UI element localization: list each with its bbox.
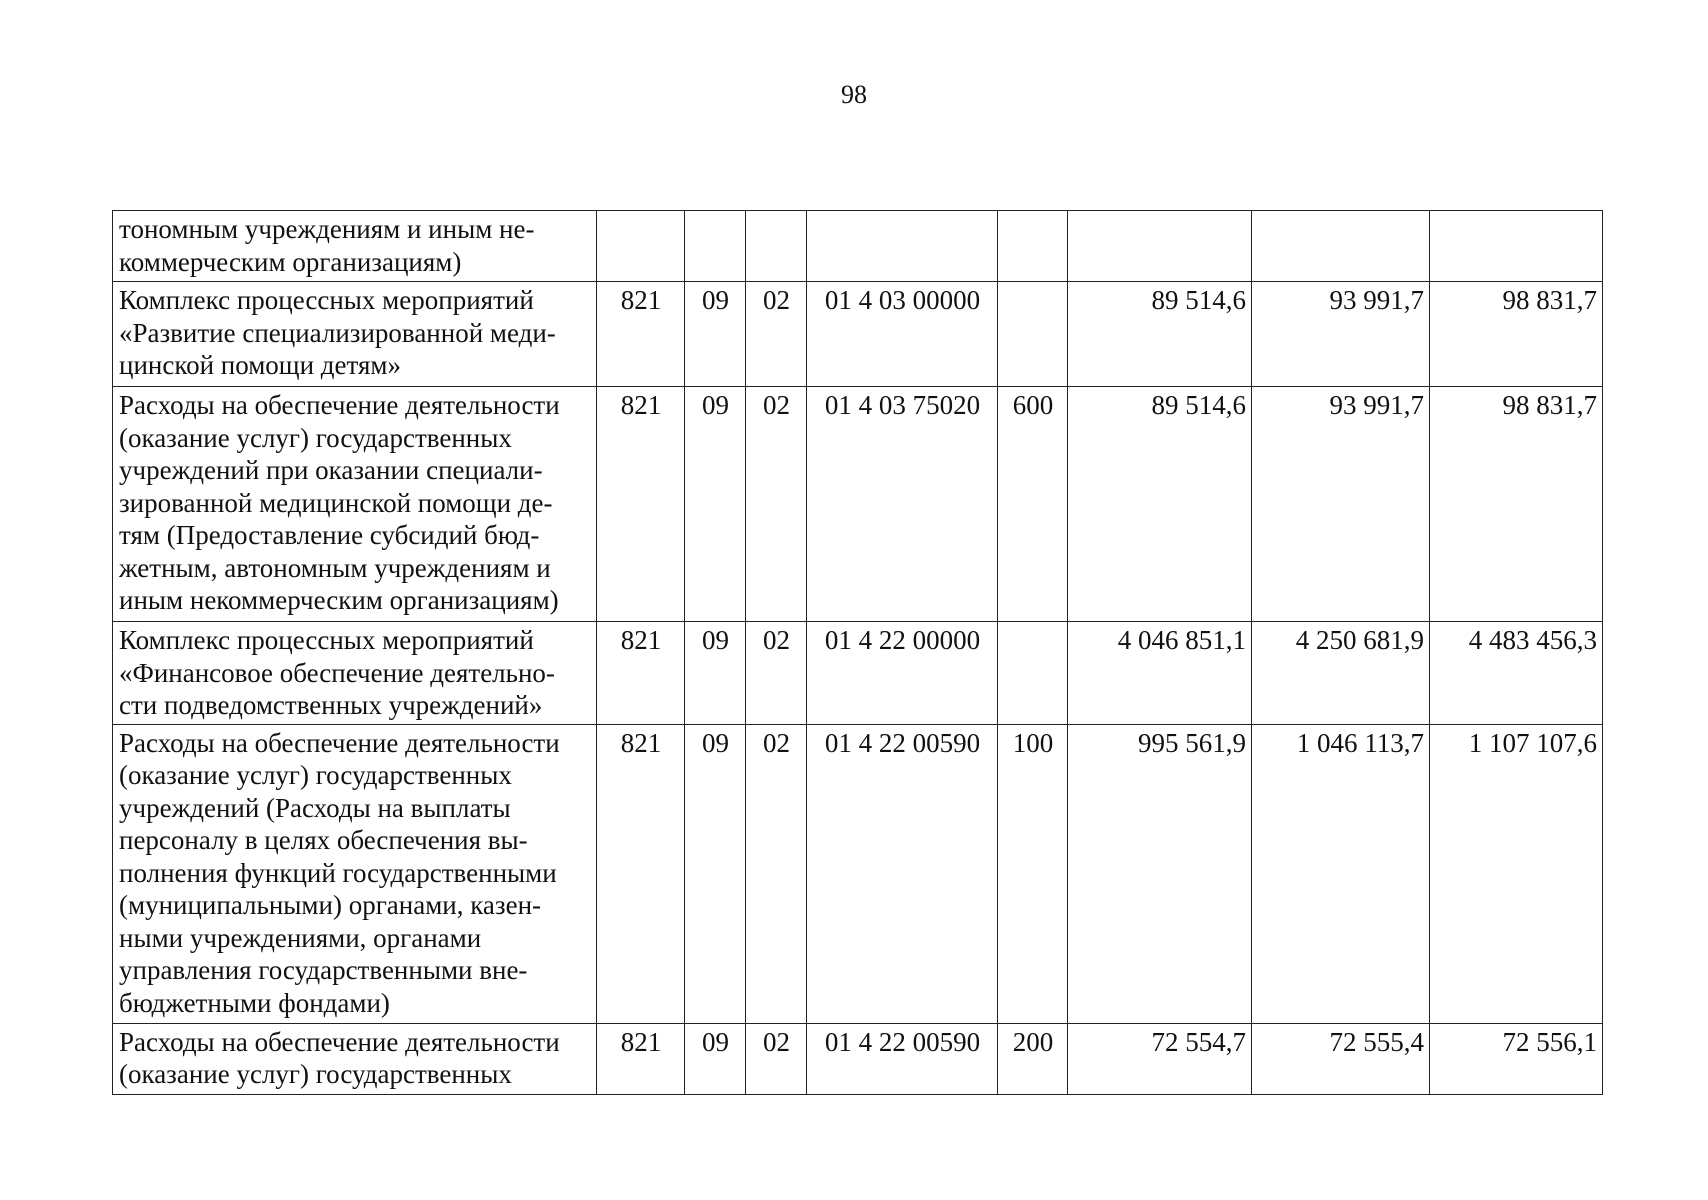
target-article-code: 01 4 22 00590: [807, 1023, 998, 1094]
amount-year-1: [1068, 211, 1252, 282]
expense-type-code: 600: [998, 387, 1068, 622]
grbs-code: 821: [597, 724, 685, 1023]
amount-year-2: 1 046 113,7: [1252, 724, 1430, 1023]
amount-year-2: 72 555,4: [1252, 1023, 1430, 1094]
grbs-code: 821: [597, 387, 685, 622]
grbs-code: 821: [597, 1023, 685, 1094]
amount-year-3: 98 831,7: [1430, 387, 1603, 622]
amount-year-2: 4 250 681,9: [1252, 622, 1430, 725]
amount-year-2: 93 991,7: [1252, 387, 1430, 622]
row-description: Комплекс процессных мероприятий «Развитие специализированной меди-цинской помощи детям»: [113, 282, 597, 387]
budget-table: [112, 210, 1603, 1095]
amount-year-2: 93 991,7: [1252, 282, 1430, 387]
row-description: Расходы на обеспечение деятельности (оказание услуг) государственных учреждений при оказании специали-зированной медицинской помощи де-тям (Предоставление субсидий бюд-жетным, автономным учреждениям и иным некоммерческим организациям): [113, 387, 597, 622]
table-row: [113, 622, 1603, 725]
target-article-code: 01 4 22 00000: [807, 622, 998, 725]
target-article-code: 01 4 22 00590: [807, 724, 998, 1023]
amount-year-1: 72 554,7: [1068, 1023, 1252, 1094]
section-code: 09: [685, 387, 746, 622]
target-article-code: 01 4 03 75020: [807, 387, 998, 622]
table-row: [113, 387, 1603, 622]
expense-type-code: [998, 622, 1068, 725]
section-code: 09: [685, 724, 746, 1023]
expense-type-code: [998, 282, 1068, 387]
amount-year-1: 89 514,6: [1068, 282, 1252, 387]
row-description: Расходы на обеспечение деятельности (оказание услуг) государственных: [113, 1023, 597, 1094]
amount-year-3: 4 483 456,3: [1430, 622, 1603, 725]
amount-year-3: 72 556,1: [1430, 1023, 1603, 1094]
amount-year-1: 89 514,6: [1068, 387, 1252, 622]
row-description: Комплекс процессных мероприятий «Финансовое обеспечение деятельно-сти подведомственных учреждений»: [113, 622, 597, 725]
amount-year-3: 1 107 107,6: [1430, 724, 1603, 1023]
expense-type-code: [998, 211, 1068, 282]
subsection-code: [746, 211, 807, 282]
grbs-code: 821: [597, 282, 685, 387]
amount-year-3: 98 831,7: [1430, 282, 1603, 387]
expense-type-code: 100: [998, 724, 1068, 1023]
section-code: 09: [685, 1023, 746, 1094]
subsection-code: 02: [746, 387, 807, 622]
subsection-code: 02: [746, 282, 807, 387]
table-row: [113, 724, 1603, 1023]
table-row: [113, 282, 1603, 387]
page-number: 98: [841, 80, 867, 109]
section-code: 09: [685, 622, 746, 725]
target-article-code: [807, 211, 998, 282]
table-row: [113, 1023, 1603, 1094]
row-description: тономным учреждениям и иным не- коммерческим организациям): [113, 211, 597, 282]
subsection-code: 02: [746, 724, 807, 1023]
expense-type-code: 200: [998, 1023, 1068, 1094]
grbs-code: 821: [597, 622, 685, 725]
section-code: 09: [685, 282, 746, 387]
amount-year-3: [1430, 211, 1603, 282]
grbs-code: [597, 211, 685, 282]
amount-year-1: 995 561,9: [1068, 724, 1252, 1023]
amount-year-1: 4 046 851,1: [1068, 622, 1252, 725]
section-code: [685, 211, 746, 282]
table-row: [113, 211, 1603, 282]
amount-year-2: [1252, 211, 1430, 282]
subsection-code: 02: [746, 622, 807, 725]
row-description: Расходы на обеспечение деятельности (оказание услуг) государственных учреждений (Расходы на выплаты персоналу в целях обеспечения вы-полнения функций государственными (муниципальными) органами, казен-ными учреждениями, органами управления государственными вне-бюджетными фондами): [113, 724, 597, 1023]
target-article-code: 01 4 03 00000: [807, 282, 998, 387]
subsection-code: 02: [746, 1023, 807, 1094]
